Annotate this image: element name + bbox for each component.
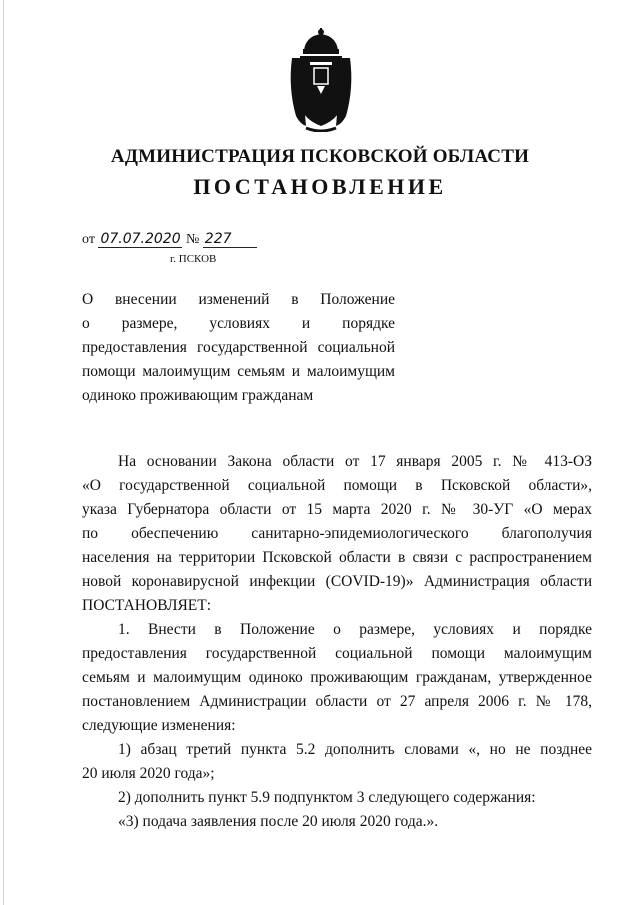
organization-title: АДМИНИСТРАЦИЯ ПСКОВСКОЙ ОБЛАСТИ: [110, 146, 530, 167]
body-line: предоставления государственной социальной помощи малоимущим: [82, 645, 592, 662]
subject-line: предоставления государственной социальной: [82, 339, 395, 356]
document-type: ПОСТАНОВЛЕНИЕ: [193, 174, 447, 199]
document-subject: [82, 288, 395, 408]
body-line: 2) дополнить пункт 5.9 подпунктом 3 следующего содержания:: [118, 789, 536, 806]
date-prefix: от: [82, 232, 95, 247]
scan-edge: [3, 0, 4, 905]
body-line: На основании Закона области от 17 января 2005 г. № 413-ОЗ: [118, 453, 592, 470]
body-line: 20 июля 2020 года»;: [82, 765, 215, 782]
body-line: семьям и малоимущим одиноко проживающим гражданам, утвержденное: [82, 669, 592, 686]
subject-line: помощи малоимущим семьям и малоимущим: [82, 363, 395, 380]
body-line: населения на территории Псковской области в связи с распространением: [82, 549, 592, 566]
subject-line: одиноко проживающим гражданам: [82, 387, 314, 404]
body-line: новой коронавирусной инфекции (COVID-19)» Администрация области: [82, 573, 592, 590]
subject-line: О внесении изменений в Положение: [82, 291, 395, 308]
body-line: «3) подача заявления после 20 июля 2020 года.».: [118, 813, 439, 830]
body-line: указа Губернатора области от 15 марта 2020 г. № 30-УГ «О мерах: [82, 501, 592, 518]
number-prefix: №: [185, 232, 200, 247]
document-body: [82, 450, 592, 834]
body-line: ПОСТАНОВЛЯЕТ:: [82, 597, 212, 614]
body-line: «О государственной социальной помощи в Псковской области»,: [82, 477, 592, 494]
subject-line: о размере, условиях и порядке: [82, 315, 395, 332]
handwritten-date: 07.07.2020: [100, 231, 181, 247]
date-line: [82, 232, 257, 248]
body-line: постановлением Администрации области от 27 апреля 2006 г. № 178,: [82, 693, 592, 710]
body-line: следующие изменения:: [82, 717, 236, 734]
body-line: 1) абзац третий пункта 5.2 дополнить словами «, но не позднее: [118, 741, 592, 758]
pskov-coat-of-arms-icon: [286, 28, 356, 132]
handwritten-number: 227: [203, 232, 257, 248]
city-label: г. ПСКОВ: [170, 253, 217, 265]
body-line: 1. Внести в Положение о размере, условиях и порядке: [118, 621, 592, 638]
body-line: по обеспечению санитарно-эпидемиологического благополучия: [82, 525, 592, 542]
